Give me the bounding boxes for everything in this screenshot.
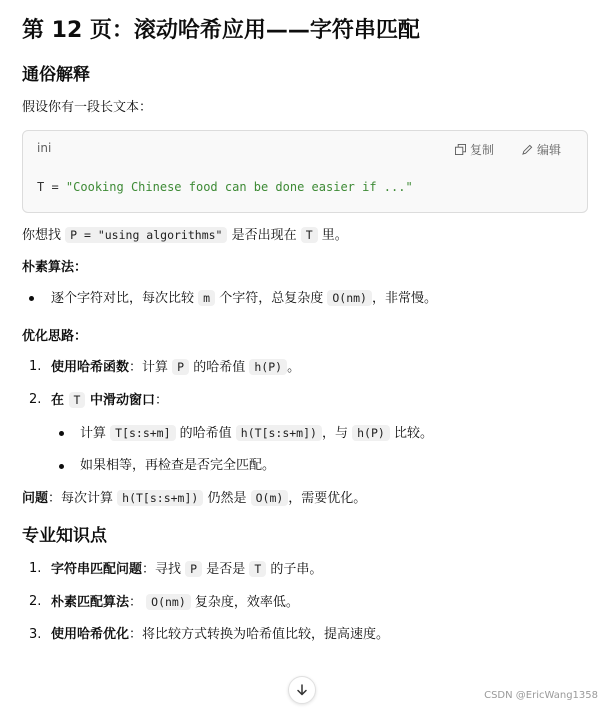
bold-text: 字符串匹配问题 (51, 562, 143, 577)
text: 逐个字符对比，每次比较 (51, 291, 199, 306)
text: ：将比较方式转换为哈希值比较，提高速度。 (129, 627, 390, 642)
list-item (22, 559, 588, 580)
watermark: CSDN @EricWang1358 (484, 690, 598, 701)
inline-code: O(m) (251, 490, 289, 506)
text: ，与 (321, 426, 353, 441)
text: ： (129, 595, 147, 610)
section-heading-knowledge: 专业知识点 (22, 526, 107, 546)
list-number: 1. (29, 359, 42, 374)
inline-code: T (69, 392, 86, 408)
inline-code: P (185, 561, 202, 577)
text: 的哈希值 (175, 426, 236, 441)
list-item (51, 423, 588, 444)
text: ：寻找 (142, 562, 186, 577)
text: 是否出现在 (227, 228, 301, 243)
inline-code: T (249, 561, 266, 577)
list-number: 2. (29, 392, 42, 407)
code-string: "Cooking Chinese food can be done easier if ..." (65, 180, 413, 194)
code-block (22, 130, 588, 213)
question-text (22, 225, 588, 246)
naive-list (22, 288, 588, 309)
text: ，非常慢。 (371, 291, 437, 306)
text: 是否是 (202, 562, 250, 577)
text: 计算 (80, 426, 111, 441)
inline-code: O(nm) (327, 290, 372, 306)
copy-button[interactable] (455, 141, 494, 158)
text: 如果相等，再检查是否完全匹配。 (80, 458, 276, 473)
inline-code: h(T[s:s+m]) (117, 490, 203, 506)
inline-code: P (172, 359, 189, 375)
text: ，需要优化。 (288, 491, 367, 506)
bold-text: 中滑动窗口 (85, 393, 155, 408)
sub-list (51, 423, 588, 476)
list-item (22, 357, 588, 378)
text: 你想找 (22, 228, 66, 243)
bold-text: 使用哈希函数 (51, 360, 130, 375)
bold-text: 在 (51, 393, 69, 408)
section-heading-plain: 通俗解释 (22, 65, 90, 85)
intro-text: 假设你有一段长文本： (22, 100, 153, 115)
text: ：每次计算 (48, 491, 118, 506)
text: 个字符，总复杂度 (215, 291, 328, 306)
text: ： (155, 393, 169, 408)
code-var: T (37, 180, 45, 194)
edit-label: 编辑 (536, 143, 561, 157)
text: 复杂度，效率低。 (190, 595, 299, 610)
inline-code: m (198, 290, 215, 306)
problem-text (22, 488, 588, 509)
inline-code: O(nm) (146, 594, 191, 610)
edit-button[interactable] (522, 141, 561, 158)
optimization-label: 优化思路： (22, 329, 88, 344)
text: 。 (287, 360, 301, 375)
inline-code: P = "using algorithms" (65, 227, 227, 243)
naive-label: 朴素算法： (22, 260, 88, 275)
copy-label: 复制 (469, 143, 494, 157)
scroll-down-button[interactable] (288, 676, 316, 704)
code-op: = (44, 180, 66, 194)
text: 仍然是 (203, 491, 251, 506)
bold-text: 使用哈希优化 (51, 627, 130, 642)
knowledge-list (22, 559, 588, 645)
text: 的子串。 (266, 562, 323, 577)
code-lang-label: ini (37, 141, 52, 155)
list-number: 1. (29, 561, 42, 576)
list-item (22, 390, 588, 476)
bold-text: 朴素匹配算法 (51, 595, 130, 610)
list-item (22, 625, 588, 645)
inline-code: h(P) (249, 359, 287, 375)
list-number: 3. (29, 627, 42, 642)
page-title: 第 12 页：滚动哈希应用——字符串匹配 (22, 18, 420, 43)
code-actions (455, 141, 561, 158)
text: 比较。 (389, 426, 433, 441)
list-item (22, 288, 588, 309)
list-item (22, 592, 588, 613)
text: 的哈希值 (189, 360, 250, 375)
list-item (51, 456, 588, 476)
code-line (37, 180, 413, 194)
inline-code: T (301, 227, 318, 243)
inline-code: h(T[s:s+m]) (236, 425, 322, 441)
list-number: 2. (29, 594, 42, 609)
optimization-list (22, 357, 588, 476)
inline-code: h(P) (352, 425, 390, 441)
pen-icon (522, 144, 533, 155)
text: ：计算 (129, 360, 173, 375)
inline-code: T[s:s+m] (110, 425, 175, 441)
arrow-down-icon (296, 684, 308, 696)
copy-icon (455, 144, 466, 155)
text: 里。 (317, 228, 348, 243)
bold-text: 问题 (22, 491, 49, 506)
